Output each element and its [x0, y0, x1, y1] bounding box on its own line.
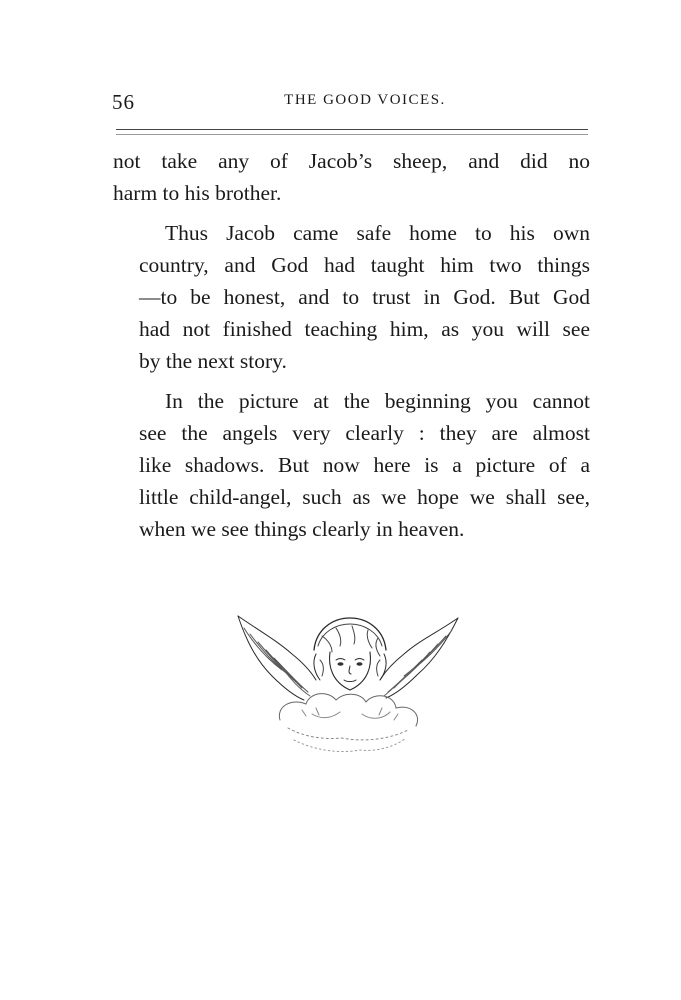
text-line: not take any of Jacob’s sheep, and did no	[113, 149, 590, 173]
text-line: In the picture at the beginning you cannot	[165, 389, 590, 413]
cherub-engraving-icon	[232, 610, 464, 760]
text-line: by the next story.	[139, 349, 287, 373]
text-line: when we see things clearly in heaven.	[139, 517, 465, 541]
text-line: harm to his brother.	[113, 181, 282, 205]
text-line: Thus Jacob came safe home to his own	[165, 221, 590, 245]
body-text	[113, 145, 590, 545]
paragraph-1	[113, 145, 590, 209]
page-number: 56	[112, 90, 135, 114]
text-line: see the angels very clearly : they are almost	[139, 421, 590, 445]
text-line: country, and God had taught him two things	[139, 253, 590, 277]
text-line: —to be honest, and to trust in God. But God	[139, 285, 590, 309]
paragraph-3	[113, 385, 590, 545]
header-rule-thin	[116, 134, 588, 135]
running-head	[112, 90, 588, 116]
paragraph-2	[113, 217, 590, 377]
header-rule	[116, 129, 588, 130]
text-line: little child-angel, such as we hope we shall see,	[139, 485, 590, 509]
text-line: had not finished teaching him, as you will see	[139, 317, 590, 341]
running-title: THE GOOD VOICES.	[284, 92, 446, 108]
text-line: like shadows. But now here is a picture of a	[139, 453, 590, 477]
